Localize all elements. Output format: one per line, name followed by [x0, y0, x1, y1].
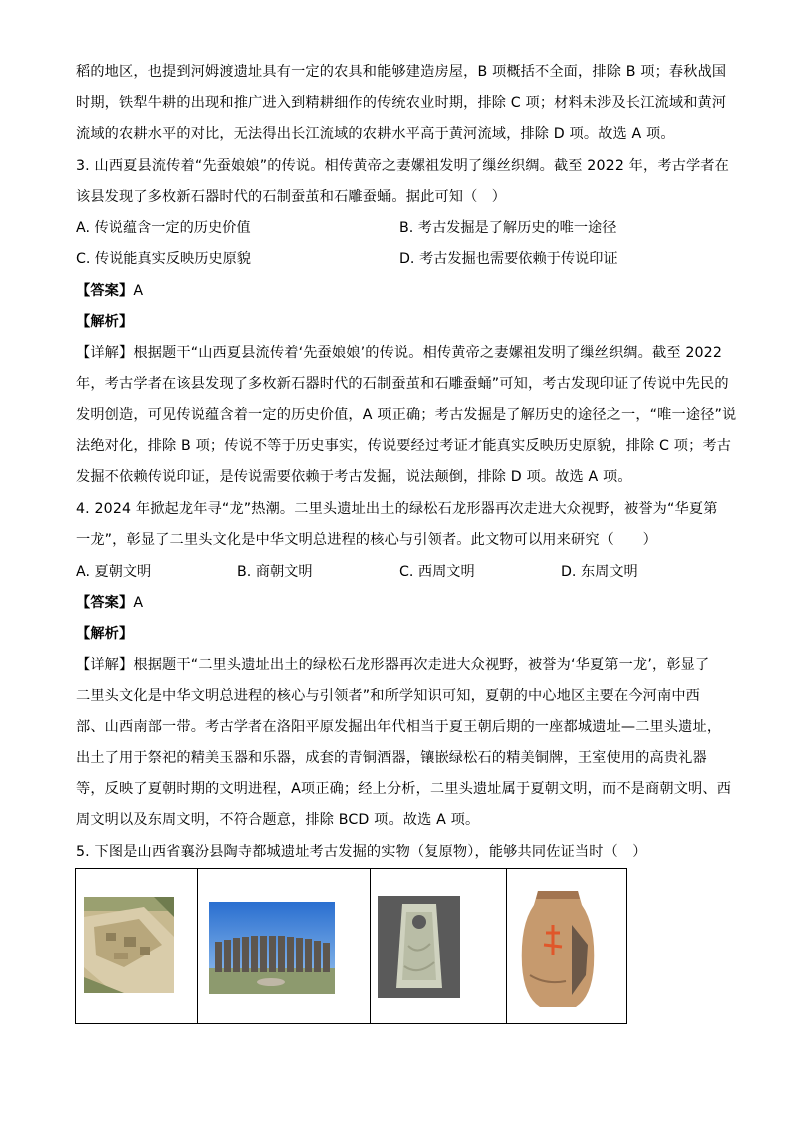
detail-line: 周文明以及东周文明，不符合题意，排除 BCD 项。故选 A 项。: [76, 812, 480, 828]
detail-line: 【详解】根据题干“山西夏县流传着‘先蚕娘娘’的传说。相传黄帝之妻嫘祖发明了缫丝织绸。截至 2022: [76, 345, 723, 361]
option-d: D. 考古发掘也需要依赖于传说印证: [399, 251, 618, 267]
detail-line: 出土了用于祭祀的精美玉器和乐器，成套的青铜酒器，镶嵌绿松石的精美铜牌，王室使用的高贵礼器: [76, 750, 707, 766]
detail-line: 发掘不依赖传说印证，是传说需要依赖于考古发掘，说法颠倒，排除 D 项。故选 A 项。: [76, 469, 632, 485]
option-a: A. 夏朝文明: [76, 564, 152, 580]
text-line: 稻的地区，也提到河姆渡遗址具有一定的农具和能够建造房屋，B 项概括不全面，排除 B 项；春秋战国: [76, 64, 727, 80]
answer-tag: 【答案】: [76, 283, 134, 299]
observatory-photo: [209, 902, 335, 994]
option-a: A. 传说蕴含一定的历史价值: [76, 220, 251, 236]
answer-line: [76, 281, 143, 301]
detail-line: 二里头文化是中华文明总进程的核心与引领者”和所学知识可知，夏朝的中心地区主要在今河南中西: [76, 688, 701, 704]
detail-line: 【详解】根据题干“二里头遗址出土的绿松石龙形器再次走进大众视野，被誉为‘华夏第一龙’，彰显了: [76, 657, 710, 673]
option-c: C. 传说能真实反映历史原貌: [76, 251, 251, 267]
image-cell: [76, 869, 198, 1023]
answer-tag: 【答案】: [76, 595, 134, 611]
analysis-tag: 【解析】: [76, 626, 134, 642]
option-d: D. 东周文明: [561, 564, 638, 580]
answer-value: A: [133, 595, 144, 611]
question-3-stem: 该县发现了多枚新石器时代的石制蚕茧和石雕蚕蛹。据此可知（ ）: [76, 189, 507, 205]
question-3-stem: 3. 山西夏县流传着“先蚕娘娘”的传说。相传黄帝之妻嫘祖发明了缫丝织绸。截至 2022 年，考古学者在: [76, 158, 730, 174]
option-c: C. 西周文明: [399, 564, 475, 580]
question-4-stem: 4. 2024 年掀起龙年寻“龙”热潮。二里头遗址出土的绿松石龙形器再次走进大众视野，被誉为“华夏第: [76, 501, 718, 517]
image-table: [75, 868, 627, 1024]
detail-line: 年，考古学者在该县发现了多枚新石器时代的石制蚕茧和石雕蚕蛹”可知，考古发现印证了传说中先民的: [76, 376, 729, 392]
pottery-jar-photo: [516, 885, 600, 1011]
analysis-tag: 【解析】: [76, 314, 134, 330]
text-line: 流域的农耕水平的对比，无法得出长江流域的农耕水平高于黄河流域，排除 D 项。故选 A 项。: [76, 126, 675, 142]
question-5-stem: 5. 下图是山西省襄汾县陶寺都城遗址考古发掘的实物（复原物），能够共同佐证当时（ ）: [76, 844, 647, 860]
text-line: 时期，铁犁牛耕的出现和推广进入到精耕细作的传统农业时期，排除 C 项；材料未涉及长江流域和黄河: [76, 95, 727, 111]
site-aerial-photo: [84, 897, 174, 993]
image-cell: [371, 869, 507, 1023]
question-4-stem: 一龙”，彰显了二里头文化是中华文明总进程的核心与引领者。此文物可以用来研究（ ）: [76, 532, 658, 548]
answer-value: A: [133, 283, 144, 299]
detail-line: 法绝对化，排除 B 项；传说不等于历史事实，传说要经过考证才能真实反映历史原貌，排除 C 项；考古: [76, 438, 732, 454]
jade-axe-photo: [378, 896, 460, 998]
detail-line: 发明创造，可见传说蕴含着一定的历史价值，A 项正确；考古发掘是了解历史的途径之一，“唯一途径”说: [76, 407, 737, 423]
detail-line: 部、山西南部一带。考古学者在洛阳平原发掘出年代相当于夏王朝后期的一座都城遗址—二里头遗址，: [76, 719, 722, 735]
image-cell: [507, 869, 626, 1023]
image-cell: [198, 869, 371, 1023]
option-b: B. 商朝文明: [237, 564, 313, 580]
answer-line: [76, 593, 143, 613]
option-b: B. 考古发掘是了解历史的唯一途径: [399, 220, 617, 236]
detail-line: 等，反映了夏朝时期的文明进程，A项正确；经上分析，二里头遗址属于夏朝文明，而不是商朝文明、西: [76, 781, 732, 797]
